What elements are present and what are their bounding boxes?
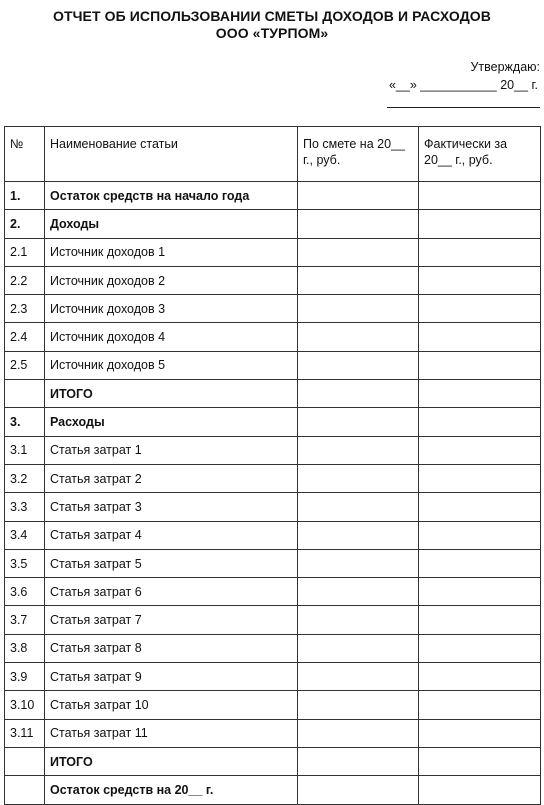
row-planned-amount: [298, 266, 419, 294]
table-row: [5, 549, 541, 577]
row-planned-amount: [298, 521, 419, 549]
row-number: 3.11: [5, 719, 45, 747]
row-number: 3.6: [5, 578, 45, 606]
row-actual-amount: [419, 182, 541, 210]
row-actual-amount: [419, 266, 541, 294]
row-number: 2.1: [5, 238, 45, 266]
row-item-name: Остаток средств на 20__ г.: [45, 776, 298, 804]
row-number: 1.: [5, 182, 45, 210]
row-planned-amount: [298, 380, 419, 408]
row-planned-amount: [298, 323, 419, 351]
table-row: [5, 238, 541, 266]
table-row: [5, 663, 541, 691]
row-planned-amount: [298, 464, 419, 492]
row-item-name: Остаток средств на начало года: [45, 182, 298, 210]
row-actual-amount: [419, 436, 541, 464]
row-planned-amount: [298, 663, 419, 691]
row-number: 3.4: [5, 521, 45, 549]
row-number: 2.4: [5, 323, 45, 351]
budget-report-table: [4, 126, 541, 805]
row-planned-amount: [298, 351, 419, 379]
row-item-name: Статья затрат 2: [45, 464, 298, 492]
table-row: [5, 521, 541, 549]
table-row: [5, 578, 541, 606]
row-planned-amount: [298, 578, 419, 606]
table-row: [5, 634, 541, 662]
row-item-name: Источник доходов 1: [45, 238, 298, 266]
row-number: [5, 380, 45, 408]
approval-label: Утверждаю:: [470, 60, 540, 74]
row-item-name: Статья затрат 5: [45, 549, 298, 577]
row-actual-amount: [419, 380, 541, 408]
row-planned-amount: [298, 691, 419, 719]
row-actual-amount: [419, 521, 541, 549]
row-number: 3.10: [5, 691, 45, 719]
row-actual-amount: [419, 549, 541, 577]
report-title: ОТЧЕТ ОБ ИСПОЛЬЗОВАНИИ СМЕТЫ ДОХОДОВ И РАСХОДОВ: [52, 8, 492, 24]
table-row: [5, 747, 541, 775]
row-actual-amount: [419, 606, 541, 634]
row-item-name: Статья затрат 1: [45, 436, 298, 464]
row-actual-amount: [419, 295, 541, 323]
row-planned-amount: [298, 182, 419, 210]
row-item-name: Статья затрат 4: [45, 521, 298, 549]
table-row: [5, 210, 541, 238]
row-item-name: Статья затрат 11: [45, 719, 298, 747]
company-name: ООО «ТУРПОМ»: [215, 25, 329, 41]
row-planned-amount: [298, 719, 419, 747]
row-number: 3.3: [5, 493, 45, 521]
table-row: [5, 351, 541, 379]
table-header-row: [5, 127, 541, 182]
table-row: [5, 691, 541, 719]
header-planned-amount: По смете на 20__ г., руб.: [298, 127, 419, 182]
row-item-name: ИТОГО: [45, 380, 298, 408]
row-planned-amount: [298, 634, 419, 662]
row-actual-amount: [419, 464, 541, 492]
table-row: [5, 436, 541, 464]
header-number: №: [5, 127, 45, 182]
row-item-name: Расходы: [45, 408, 298, 436]
row-number: 2.: [5, 210, 45, 238]
table-row: [5, 380, 541, 408]
table-row: [5, 408, 541, 436]
row-actual-amount: [419, 493, 541, 521]
row-planned-amount: [298, 210, 419, 238]
row-actual-amount: [419, 691, 541, 719]
row-actual-amount: [419, 238, 541, 266]
row-planned-amount: [298, 295, 419, 323]
row-number: 3.7: [5, 606, 45, 634]
row-planned-amount: [298, 238, 419, 266]
row-number: 3.8: [5, 634, 45, 662]
table-row: [5, 295, 541, 323]
row-actual-amount: [419, 210, 541, 238]
row-item-name: Статья затрат 8: [45, 634, 298, 662]
row-number: 3.5: [5, 549, 45, 577]
row-actual-amount: [419, 634, 541, 662]
row-planned-amount: [298, 606, 419, 634]
row-actual-amount: [419, 578, 541, 606]
signature-line: [387, 107, 540, 108]
row-planned-amount: [298, 747, 419, 775]
row-actual-amount: [419, 408, 541, 436]
row-planned-amount: [298, 549, 419, 577]
row-number: 2.2: [5, 266, 45, 294]
row-planned-amount: [298, 436, 419, 464]
row-item-name: ИТОГО: [45, 747, 298, 775]
table-row: [5, 493, 541, 521]
row-item-name: Статья затрат 6: [45, 578, 298, 606]
row-actual-amount: [419, 351, 541, 379]
row-item-name: Статья затрат 10: [45, 691, 298, 719]
table-row: [5, 266, 541, 294]
row-actual-amount: [419, 747, 541, 775]
table-row: [5, 323, 541, 351]
row-number: 3.1: [5, 436, 45, 464]
row-item-name: Статья затрат 9: [45, 663, 298, 691]
row-item-name: Источник доходов 3: [45, 295, 298, 323]
row-item-name: Статья затрат 7: [45, 606, 298, 634]
row-actual-amount: [419, 719, 541, 747]
row-item-name: Статья затрат 3: [45, 493, 298, 521]
table-row: [5, 606, 541, 634]
row-number: 2.5: [5, 351, 45, 379]
table-row: [5, 464, 541, 492]
approval-date-line: «__» ___________ 20__ г.: [388, 78, 538, 92]
table-row: [5, 182, 541, 210]
row-item-name: Источник доходов 4: [45, 323, 298, 351]
row-actual-amount: [419, 323, 541, 351]
row-planned-amount: [298, 408, 419, 436]
header-item-name: Наименование статьи: [45, 127, 298, 182]
row-number: [5, 747, 45, 775]
row-number: 2.3: [5, 295, 45, 323]
row-number: 3.2: [5, 464, 45, 492]
row-number: 3.9: [5, 663, 45, 691]
row-number: 3.: [5, 408, 45, 436]
row-planned-amount: [298, 493, 419, 521]
row-item-name: Доходы: [45, 210, 298, 238]
header-actual-amount: Фактически за 20__ г., руб.: [419, 127, 541, 182]
row-item-name: Источник доходов 2: [45, 266, 298, 294]
row-actual-amount: [419, 663, 541, 691]
table-row: [5, 719, 541, 747]
row-item-name: Источник доходов 5: [45, 351, 298, 379]
